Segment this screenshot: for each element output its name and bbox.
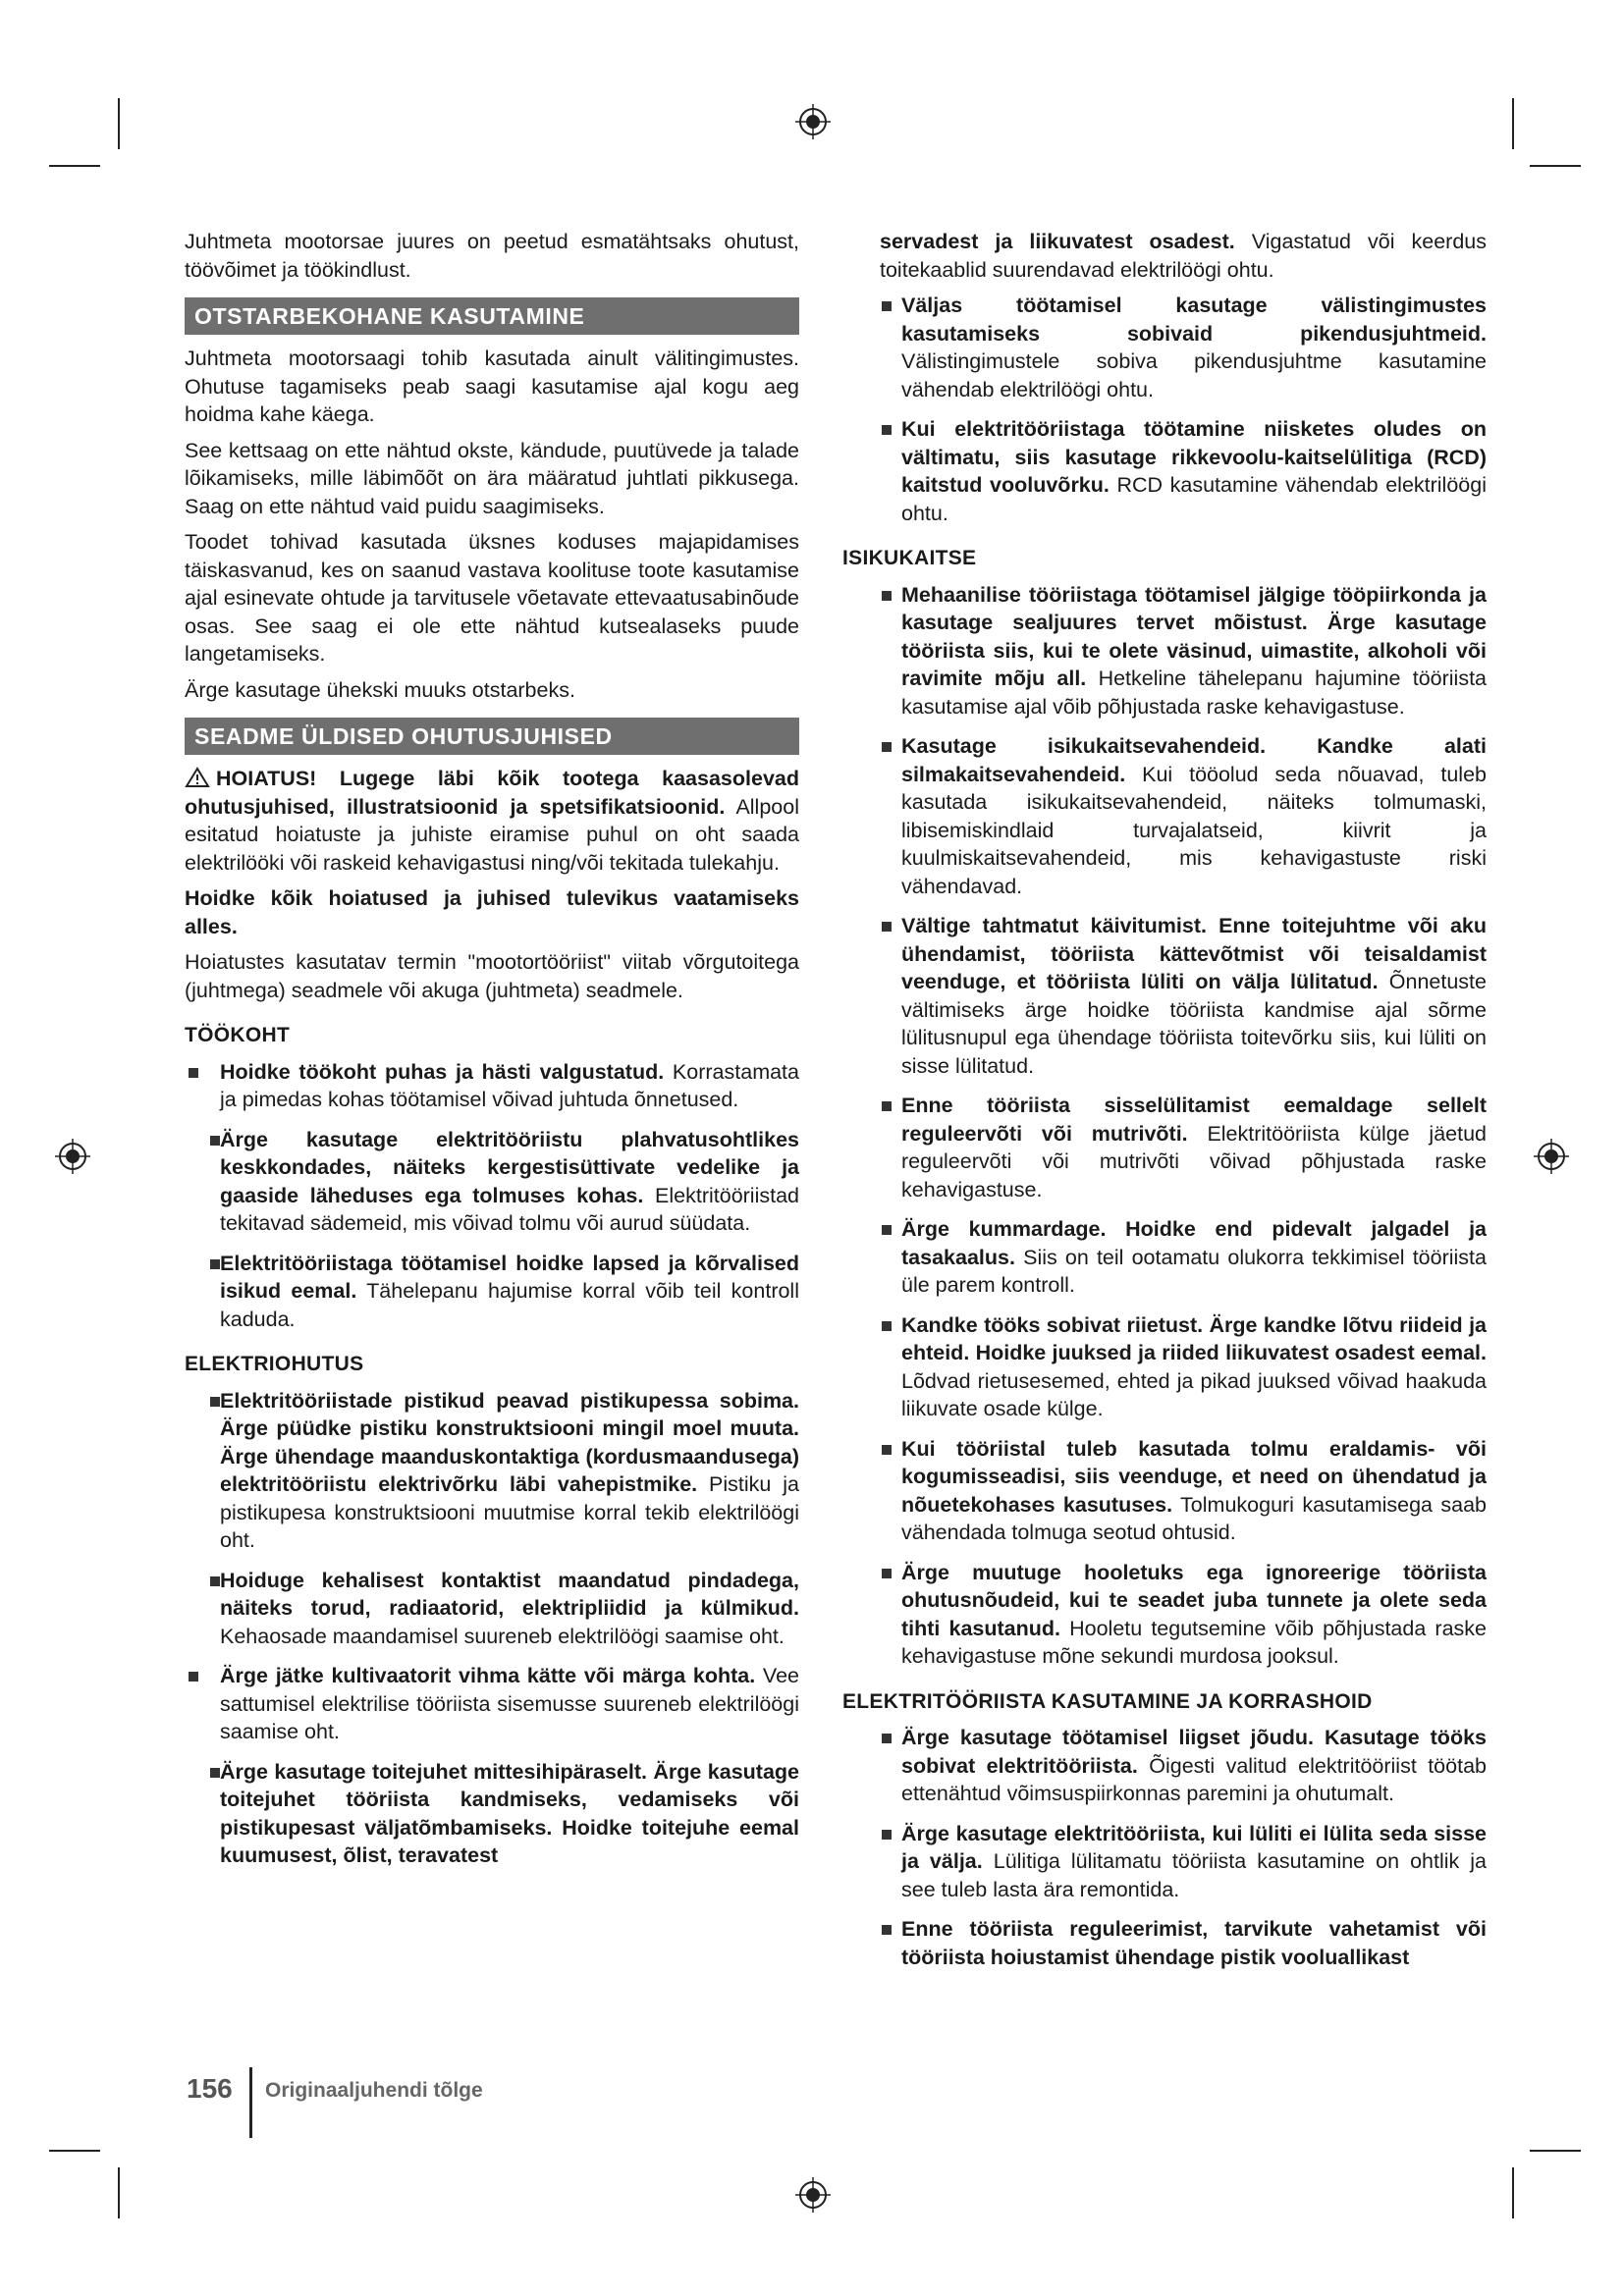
footer-title: Originaaljuhendi tõlge	[265, 2079, 483, 2102]
list-item	[185, 1567, 799, 1651]
item-text: Pistiku ja pistikupesa konstruktsiooni muutmise korral tekib elektrilöögi oht.	[220, 1472, 799, 1552]
item-bold: Hoidke töökoht puhas ja hästi valgustatud.	[220, 1059, 665, 1084]
list-item	[872, 1092, 1487, 1203]
item-bold: Ärge jätke kultivaatorit vihma kätte või märga kohta.	[220, 1664, 756, 1687]
registration-mark-icon	[793, 102, 833, 141]
item-bold: Ärge kasutage elektritööriistu plahvatusohtlikes keskkondades, näiteks kergestisüttivate vedelike ja gaaside läheduses ega tolmuses kohas.	[220, 1127, 799, 1207]
item-bold: Enne tööriista reguleerimist, tarvikute vahetamist või tööriista hoiustamist ühendage pistik vooluallikast	[901, 1917, 1487, 1969]
paragraph: See kettsaag on ette nähtud okste, kändude, puutüvede ja talade lõikamiseks, mille läbimõõt on ära määratud juhtlati pikkusega. Saag on ette nähtud vaid puidu saagimiseks.	[185, 438, 799, 518]
item-bold: Ärge muutuge hooletuks ega ignoreerige tööriista ohutusnõudeid, kui te seadet juba tunnete ja olete seda tihti kasutanud.	[901, 1560, 1487, 1640]
crop-mark	[49, 165, 100, 167]
paragraph: Toodet tohivad kasutada üksnes koduses majapidamises täiskasvanud, kes on saanud vastava koolituse toote kasutamise ajal esinevate ohtude ja tarvitusele võetavate ettevaatusabinõude osas. See saag ei ole ette nähtud kutsealaseks puude langetamiseks.	[185, 530, 799, 666]
item-bold: Väljas töötamisel kasutage välistingimustes kasutamiseks sobivaid pikendusjuhtmeid.	[901, 294, 1487, 346]
subheading-work-area: TÖÖKOHT	[185, 1024, 291, 1046]
bullet-icon	[882, 1830, 892, 1840]
bullet-icon	[210, 1576, 220, 1586]
item-text: Vigastatud või keerdus toitekaablid suurendavad elektrilöögi ohtu.	[880, 230, 1487, 282]
item-text: Tolmukoguri kasutamisega saab vähendada tolmuga seotud ohtusid.	[901, 1492, 1487, 1544]
registration-mark-icon	[1532, 1137, 1571, 1176]
item-bold: Elektritööriistade pistikud peavad pistikupessa sobima. Ärge püüdke pistiku konstruktsiooni mingil moel muuta. Ärge ühendage maanduskontaktiga (kordusmaandusega) elektritööriistu elektrivõrku läbi vahepistmike.	[220, 1388, 799, 1496]
list-item	[185, 1250, 799, 1334]
list-item	[872, 1559, 1487, 1671]
bullet-icon	[210, 1768, 220, 1778]
bullet-icon	[882, 742, 892, 752]
item-text: Kehaosade maandamisel suureneb elektrilöögi saamise oht.	[220, 1624, 785, 1648]
bullet-icon	[210, 1397, 220, 1407]
bullet-icon	[882, 1734, 892, 1743]
item-bold: Enne tööriista sisselülitamist eemaldage sellelt reguleervõti või mutrivõti.	[901, 1094, 1487, 1146]
crop-mark	[1512, 98, 1514, 149]
page-number: 156	[187, 2073, 233, 2104]
item-bold: Ärge kummardage. Hoidke end pidevalt jalgadel ja tasakaalus.	[901, 1217, 1487, 1269]
item-text: Vee sattumisel elektrilise tööriista sisemusse suureneb elektrilöögi saamise oht.	[220, 1664, 800, 1743]
section-banner-intended-use: OTSTARBEKOHANE KASUTAMINE	[185, 297, 799, 335]
item-bold: Kui elektritööriistaga töötamine niisketes oludes on vältimatu, siis kasutage rikkevoolu-kaitselülitiga (RCD) kaitstud vooluvõrku.	[901, 417, 1487, 497]
item-text: Korrastamata ja pimedas kohas töötamisel võivad juhtuda õnnetused.	[220, 1059, 799, 1111]
keep-instructions	[185, 884, 799, 940]
item-text: Elektritööriistad tekitavad sädemeid, mis võivad tolmu või aurud süüdata.	[220, 1183, 799, 1235]
item-text: Tähelepanu hajumise korral võib teil kontroll kaduda.	[220, 1279, 799, 1331]
item-text: Välistingimustele sobiva pikendusjuhtme kasutamine vähendab elektrilöögi ohtu.	[901, 349, 1487, 401]
item-bold: Kasutage isikukaitsevahendeid. Kandke alati silmakaitsevahendeid.	[901, 734, 1487, 786]
bullet-icon	[882, 1569, 892, 1578]
paragraph: Juhtmeta mootorsaagi tohib kasutada ainult välitingimustes. Ohutuse tagamiseks peab saagi kasutamise ajal kogu aeg hoidma kahe käega.	[185, 347, 799, 426]
item-text: RCD kasutamine vähendab elektrilöögi ohtu.	[901, 473, 1487, 525]
crop-mark	[1530, 2150, 1581, 2152]
list-item	[185, 1758, 799, 1870]
bullet-icon	[210, 1136, 220, 1146]
item-bold: servadest ja liikuvatest osadest.	[880, 230, 1235, 253]
item-bold: Ärge kasutage töötamisel liigset jõudu. Kasutage tööks sobivat elektritööriista.	[901, 1726, 1487, 1778]
footer-divider	[249, 2067, 252, 2138]
crop-mark	[1530, 165, 1581, 167]
list-item	[185, 1387, 799, 1555]
bullet-icon	[189, 1068, 198, 1078]
item-text: Lülitiga lülitamatu tööriista kasutamine on ohtlik ja see tuleb lasta ära remontida.	[901, 1849, 1487, 1901]
item-bold: Hoiduge kehalisest kontaktist maandatud pindadega, näiteks torud, radiaatorid, elektripliidid ja külmikud.	[220, 1568, 799, 1620]
bullet-icon	[882, 1101, 892, 1111]
list-item	[872, 1820, 1487, 1904]
subheading-tool-use-care: ELEKTRITÖÖRIISTA KASUTAMINE JA KORRASHOID	[842, 1689, 1373, 1713]
item-bold: Mehaanilise tööriistaga töötamisel jälgige tööpiirkonda ja kasutage sealjuures tervet mõistust. Ärge kasutage tööriista siis, kui te olete väsinud, uimastite, alkoholi või ravimite mõju all.	[901, 582, 1487, 690]
crop-mark	[49, 2150, 100, 2152]
item-text: Õnnetuste vältimiseks ärge hoidke tööriista kandmise ajal sõrme lülitusnupul ega ühendage tööriista toitevõrku siis, kui lüliti on sisse lülitatud.	[901, 970, 1487, 1078]
item-text: Hooletu tegutsemine võib põhjustada raske kehavigastuse mõne sekundi murdosa jooksul.	[901, 1616, 1487, 1668]
intro-paragraph: Juhtmeta mootorsae juures on peetud esmatähtsaks ohutust, töövõimet ja töökindlust.	[185, 230, 799, 282]
page-footer	[187, 2073, 483, 2105]
bullet-icon	[882, 1925, 892, 1935]
item-bold: Vältige tahtmatut käivitumist. Enne toitejuhtme või aku ühendamist, tööriista kättevõtmist või teisaldamist veenduge, et tööriista lüliti on välja lülitatud.	[901, 914, 1487, 993]
term-paragraph: Hoiatustes kasutatav termin "mootortööriist" viitab võrgutoitega (juhtmega) seadmele või akuga (juhtmeta) seadmele.	[185, 950, 799, 1002]
crop-mark	[118, 98, 120, 149]
registration-mark-icon	[53, 1137, 92, 1176]
bullet-icon	[882, 591, 892, 601]
list-item	[185, 1662, 799, 1746]
bullet-icon	[882, 922, 892, 932]
paragraph: Ärge kasutage ühekski muuks otstarbeks.	[185, 677, 575, 702]
list-item	[872, 415, 1487, 527]
item-text: Hetkeline tähelepanu hajumine tööriista kasutamise ajal võib põhjustada raske kehavigastuse.	[901, 667, 1487, 719]
list-item	[872, 581, 1487, 721]
warning-text: Allpool esitatud hoiatuste ja juhiste eiramise puhul on oht saada elektrilööki või raskeid kehavigastusi ning/või tekitada tulekahju.	[185, 794, 799, 875]
warning-triangle-icon	[185, 767, 210, 788]
bullet-icon	[882, 1225, 892, 1235]
item-bold: Kui tööriistal tuleb kasutada tolmu eraldamis- või kogumisseadisi, siis veenduge, et need on ühendatud ja nõuetekohases kasutuses.	[901, 1436, 1487, 1517]
item-text: Siis on teil ootamatu olukorra tekkimisel tööriista üle parem kontroll.	[901, 1245, 1487, 1297]
bullet-icon	[189, 1672, 198, 1682]
left-column	[185, 228, 799, 1882]
bullet-icon	[882, 1321, 892, 1331]
list-item	[872, 1435, 1487, 1547]
crop-mark	[1512, 2167, 1514, 2218]
bullet-icon	[882, 425, 892, 435]
item-bold: Kandke tööks sobivat riietust. Ärge kandke lõtvu riideid ja ehteid. Hoidke juuksed ja riided liikuvatest osadest eemal.	[901, 1312, 1487, 1364]
continued-paragraph	[872, 228, 1487, 284]
list-item	[872, 1724, 1487, 1808]
list-item	[872, 732, 1487, 900]
section-banner-general-safety: SEADME ÜLDISED OHUTUSJUHISED	[185, 718, 799, 755]
item-bold: Ärge kasutage toitejuhet mittesihipäraselt. Ärge kasutage toitejuhet tööriista kandmiseks, vedamiseks või pistikupesast väljatõmbamiseks. Hoidke toitejuhe eemal kuumusest, õlist, teravatest	[220, 1759, 799, 1867]
bullet-icon	[210, 1259, 220, 1269]
list-item	[872, 1215, 1487, 1300]
crop-mark	[118, 2167, 120, 2218]
subheading-electrical-safety: ELEKTRIOHUTUS	[185, 1353, 364, 1375]
list-item	[872, 912, 1487, 1080]
item-text: Kui tööolud seda nõuavad, tuleb kasutada isikukaitsevahendeid, näiteks tolmumaski, libisemiskindlaid turvajalatseid, kiivrit ja kuulmiskaitsevahendeid, mis kehavigastuste riski vähendavad.	[901, 762, 1487, 898]
subheading-personal-safety: ISIKUKAITSE	[842, 547, 977, 569]
list-item	[185, 1058, 799, 1114]
registration-mark-icon	[793, 2175, 833, 2215]
list-item	[872, 1311, 1487, 1423]
warning-paragraph	[185, 765, 799, 877]
list-item	[872, 1915, 1487, 1971]
keep-instructions-text: Hoidke kõik hoiatused ja juhised tulevikus vaatamiseks alles.	[185, 886, 799, 938]
list-item	[872, 292, 1487, 403]
item-text: Õigesti valitud elektritööriist töötab ettenähtud võimsuspiirkonnas paremini ja ohutumalt.	[901, 1753, 1487, 1805]
item-text: Elektritööriista külge jäetud reguleervõti või mutrivõti võivad põhjustada raske kehavigastuse.	[901, 1121, 1487, 1201]
bullet-icon	[882, 301, 892, 311]
list-item	[185, 1126, 799, 1238]
item-bold: Ärge kasutage elektritööriista, kui lüliti ei lülita seda sisse ja välja.	[901, 1821, 1487, 1873]
item-bold: Elektritööriistaga töötamisel hoidke lapsed ja kõrvalised isikud eemal.	[220, 1251, 799, 1303]
warning-bold: HOIATUS! Lugege läbi kõik tootega kaasasolevad ohutusjuhised, illustratsioonid ja spetsifikatsioonid.	[185, 767, 799, 819]
item-text: Lõdvad rietusesemed, ehted ja pikad juuksed võivad haakuda liikuvate osade külge.	[901, 1368, 1487, 1420]
bullet-icon	[882, 1445, 892, 1455]
right-column	[842, 228, 1487, 1983]
